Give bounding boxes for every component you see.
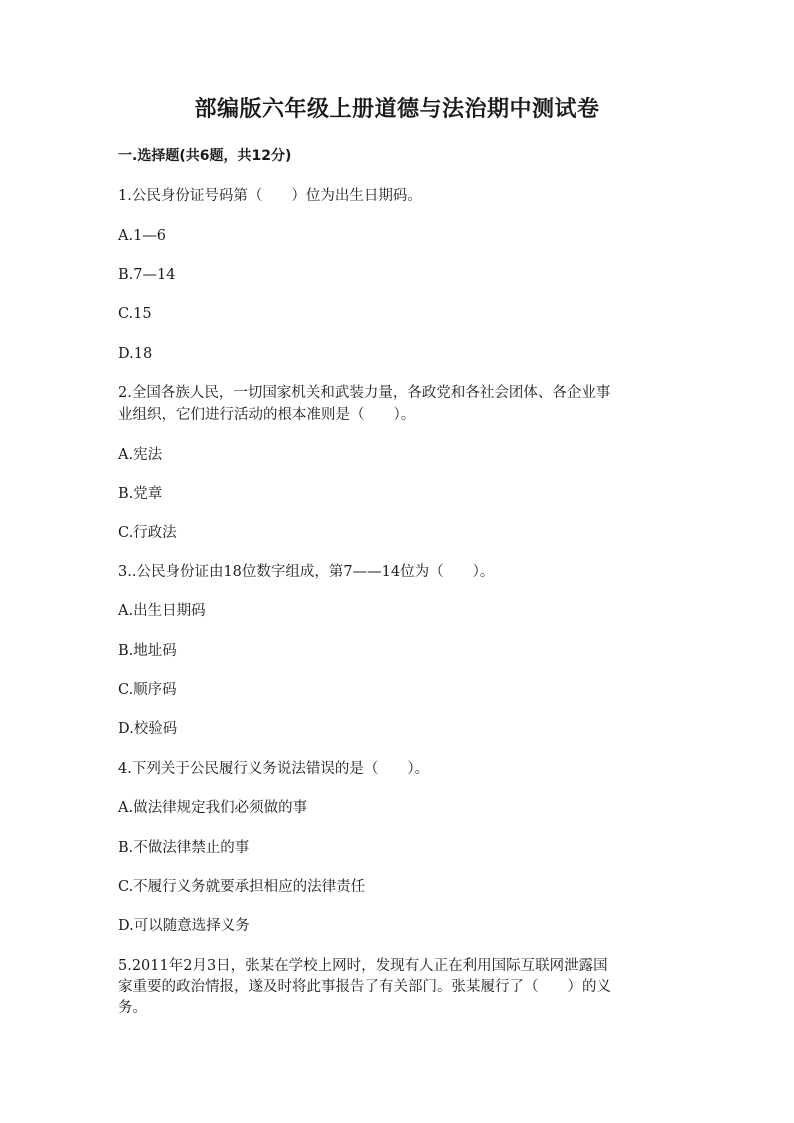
question-2-option-a: A.宪法 xyxy=(118,447,163,463)
question-4-stem: 4.下列关于公民履行义务说法错误的是（ ）。 xyxy=(118,761,430,777)
question-1-option-d: D.18 xyxy=(118,346,153,362)
question-3-option-d: D.校验码 xyxy=(118,721,178,737)
question-4-option-b: B.不做法律禁止的事 xyxy=(118,840,250,856)
question-1-option-a: A.1—6 xyxy=(118,228,167,244)
question-1-option-b: B.7—14 xyxy=(118,267,176,283)
question-3-option-c: C.顺序码 xyxy=(118,682,177,698)
question-4-option-c: C.不履行义务就要承担相应的法律责任 xyxy=(118,879,366,895)
question-1-option-c: C.15 xyxy=(118,306,152,322)
question-1-stem: 1.公民身份证号码第（ ）位为出生日期码。 xyxy=(118,188,422,204)
question-2-option-c: C.行政法 xyxy=(118,525,177,541)
question-5-stem-line-2: 家重要的政治情报，遂及时将此事报告了有关部门。张某履行了（ ）的义 xyxy=(118,979,611,995)
question-2-stem-line-1: 2.全国各族人民，一切国家机关和武装力量，各政党和各社会团体、各企业事 xyxy=(118,385,611,401)
question-4-option-d: D.可以随意选择义务 xyxy=(118,918,250,934)
exam-title: 部编版六年级上册道德与法治期中测试卷 xyxy=(194,97,600,122)
question-4-option-a: A.做法律规定我们必须做的事 xyxy=(118,800,308,816)
question-2-stem-line-2: 业组织，它们进行活动的根本准则是（ ）。 xyxy=(118,407,416,423)
question-3-option-a: A.出生日期码 xyxy=(118,603,206,619)
section-header: 一.选择题(共6题，共12分) xyxy=(118,148,292,164)
question-2-option-b: B.党章 xyxy=(118,486,163,502)
question-3-stem: 3..公民身份证由18位数字组成，第7——14位为（ ）。 xyxy=(118,564,495,580)
question-5-stem-line-3: 务。 xyxy=(118,1000,147,1016)
question-5-stem-line-1: 5.2011年2月3日，张某在学校上网时，发现有人正在利用国际互联网泄露国 xyxy=(118,958,608,974)
question-3-option-b: B.地址码 xyxy=(118,643,177,659)
